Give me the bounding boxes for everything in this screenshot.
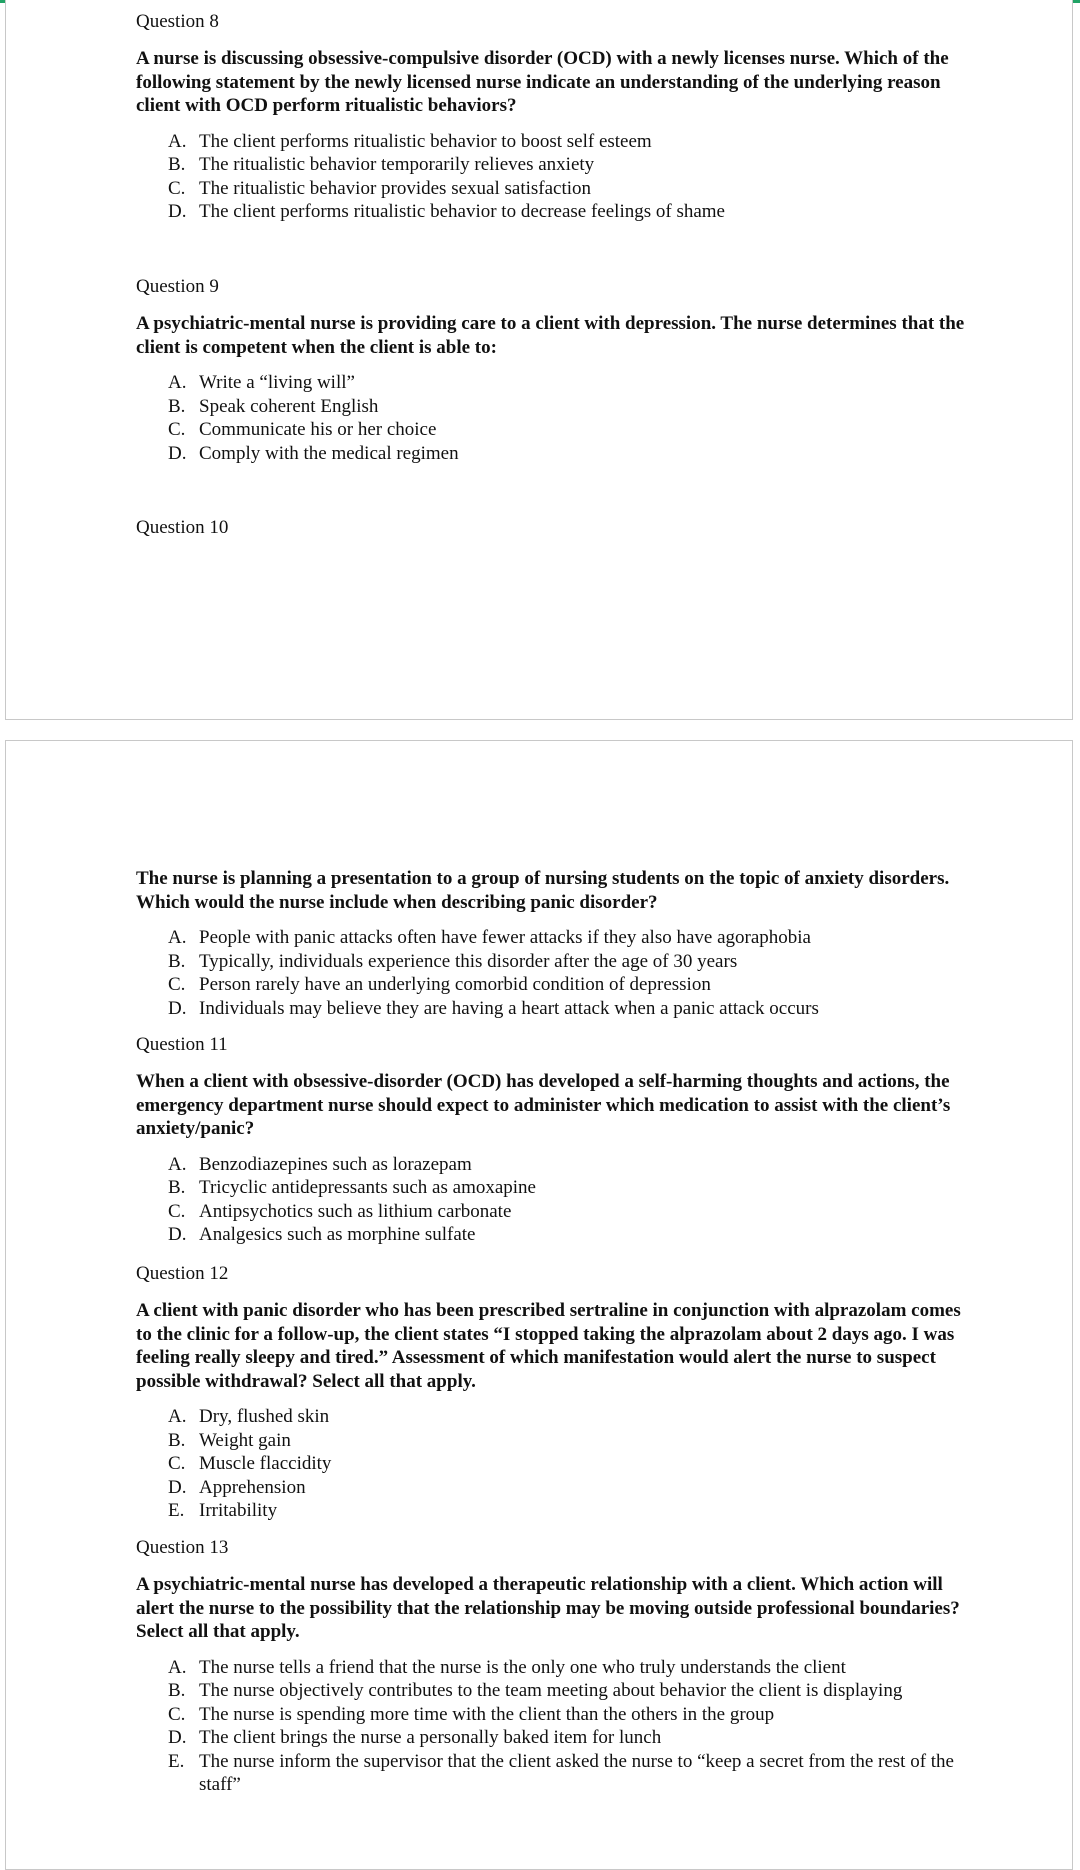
question-stem: A nurse is discussing obsessive-compulsive disorder (OCD) with a newly licenses nurse. Which of the following statement by the newly licensed nurse indicate an understanding of the underlying reason client with OCD perform ritualistic behaviors? <box>136 48 949 116</box>
option-list <box>136 1405 966 1523</box>
option-a: A. Benzodiazepines such as lorazepam <box>168 1153 472 1175</box>
option-list <box>136 1656 966 1797</box>
option-c: C. Muscle flaccidity <box>168 1453 332 1474</box>
question-label: Question 8 <box>136 11 219 32</box>
question-12 <box>136 1263 966 1523</box>
option-a: A. Dry, flushed skin <box>168 1406 330 1427</box>
option-e: E. Irritability <box>168 1500 278 1521</box>
option-b: B. Tricyclic antidepressants such as amoxapine <box>168 1177 536 1198</box>
option-d: D. Analgesics such as morphine sulfate <box>168 1224 476 1245</box>
option-d: D. Apprehension <box>168 1476 306 1498</box>
option-b: B. Weight gain <box>168 1429 291 1451</box>
question-13 <box>136 1537 966 1797</box>
question-stem: When a client with obsessive-disorder (OCD) has developed a self-harming thoughts and actions, the emergency department nurse should expect to administer which medication to assist with the client’s anxiety/panic? <box>136 1071 951 1139</box>
option-c: C. Communicate his or her choice <box>168 419 437 440</box>
option-b: B. Typically, individuals experience this disorder after the age of 30 years <box>168 950 738 972</box>
option-list <box>136 926 966 1020</box>
question-stem: A client with panic disorder who has been prescribed sertraline in conjunction with alprazolam comes to the clinic for a follow-up, the client states “I stopped taking the alprazolam about 2 days ago. I was feeling really sleepy and tired.” Assessment of which manifestation would alert the nurse to suspect possible withdrawal? Select all that apply. <box>136 1300 961 1392</box>
option-e: E. The nurse inform the supervisor that the client asked the nurse to “keep a secret from the rest of the staff” <box>168 1750 954 1795</box>
option-list <box>136 130 966 224</box>
question-label: Question 9 <box>136 276 219 297</box>
option-d: D. Individuals may believe they are having a heart attack when a panic attack occurs <box>168 997 819 1019</box>
question-10-label-block <box>136 517 966 539</box>
option-c: C. Person rarely have an underlying comorbid condition of depression <box>168 974 711 995</box>
option-c: C. The nurse is spending more time with the client than the others in the group <box>168 1703 775 1725</box>
option-b: B. The nurse objectively contributes to the team meeting about behavior the client is displaying <box>168 1680 903 1701</box>
question-stem: A psychiatric-mental nurse has developed a therapeutic relationship with a client. Which action will alert the nurse to the possibility that the relationship may be moving outside professional boundaries? Select all that apply. <box>136 1574 960 1642</box>
question-stem: The nurse is planning a presentation to a group of nursing students on the topic of anxiety disorders. Which would the nurse include when describing panic disorder? <box>136 868 950 913</box>
option-c: C. Antipsychotics such as lithium carbonate <box>168 1200 512 1222</box>
option-list <box>136 1153 966 1247</box>
question-label: Question 11 <box>136 1034 228 1055</box>
option-b: B. Speak coherent English <box>168 395 379 417</box>
question-stem: A psychiatric-mental nurse is providing care to a client with depression. The nurse determines that the client is competent when the client is able to: <box>136 313 965 358</box>
option-c: C. The ritualistic behavior provides sexual satisfaction <box>168 177 592 199</box>
option-a: A. People with panic attacks often have fewer attacks if they also have agoraphobia <box>168 927 811 948</box>
document-page-1 <box>5 0 1073 720</box>
question-label: Question 12 <box>136 1263 229 1284</box>
option-d: D. The client brings the nurse a personally baked item for lunch <box>168 1727 662 1748</box>
question-label: Question 13 <box>136 1537 229 1558</box>
question-11 <box>136 1034 966 1247</box>
option-b: B. The ritualistic behavior temporarily relieves anxiety <box>168 154 595 175</box>
question-8 <box>136 11 966 224</box>
question-10 <box>136 867 966 1020</box>
option-list <box>136 371 966 465</box>
option-a: A. Write a “living will” <box>168 372 355 393</box>
option-a: A. The nurse tells a friend that the nurse is the only one who truly understands the client <box>168 1656 846 1678</box>
option-a: A. The client performs ritualistic behavior to boost self esteem <box>168 130 652 152</box>
option-d: D. Comply with the medical regimen <box>168 442 459 464</box>
document-page-2 <box>5 740 1073 1870</box>
option-d: D. The client performs ritualistic behavior to decrease feelings of shame <box>168 201 725 222</box>
question-9 <box>136 276 966 465</box>
question-label: Question 10 <box>136 517 229 538</box>
